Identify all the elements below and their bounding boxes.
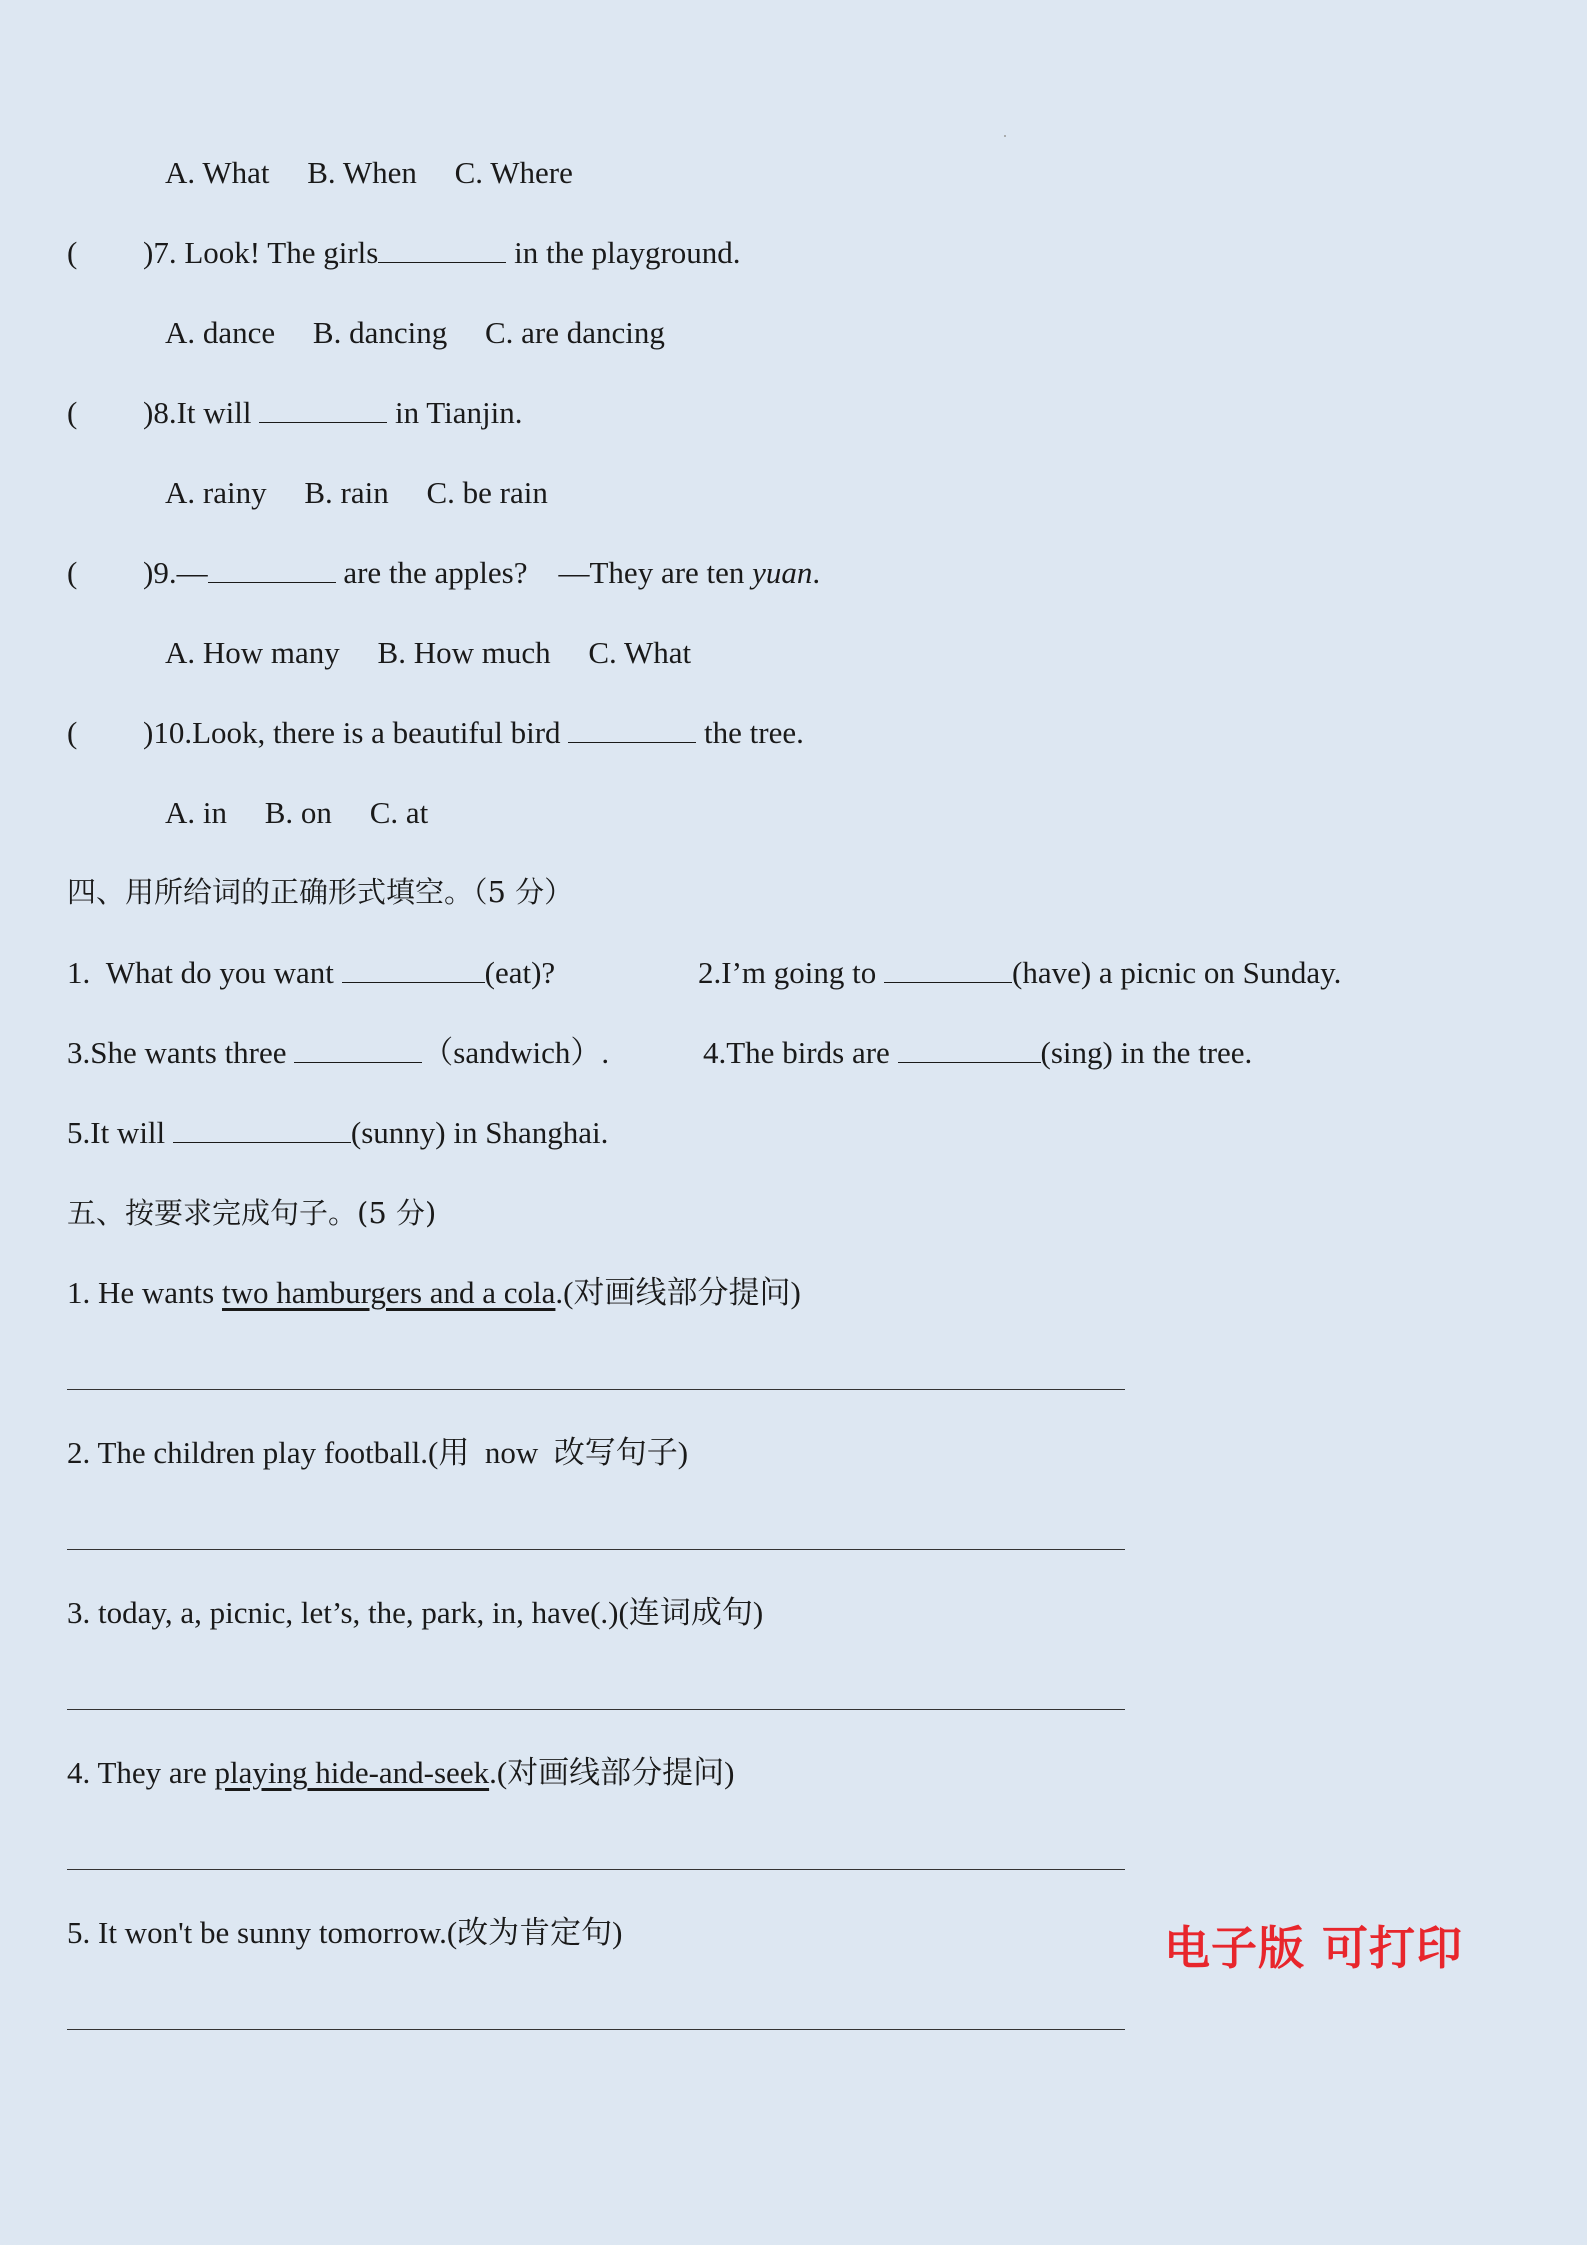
- option-a: A. What: [165, 155, 270, 190]
- q6-options-row: [0, 148, 1587, 198]
- sentence-1-underlined: two hamburgers and a cola: [221, 1275, 556, 1310]
- section4-row-3: [0, 1108, 1587, 1158]
- q10-blank: [568, 710, 696, 743]
- fill-item-4-post: (sing) in the tree.: [1040, 1035, 1253, 1070]
- q10-pre: )10.Look, there is a beautiful bird: [143, 715, 569, 750]
- option-a: A. rainy: [165, 475, 267, 510]
- q8-blank: [259, 390, 387, 423]
- sentence-3-text: 3. today, a, picnic, let’s, the, park, in, have(.)(连词成句): [67, 1595, 764, 1630]
- option-c: C. be rain: [426, 475, 548, 510]
- q7-options-row: [0, 308, 1587, 358]
- fill-item-3-blank: [294, 1030, 422, 1063]
- q7-text: [143, 228, 741, 278]
- fill-item-3-pre: 3.She wants three: [67, 1035, 295, 1070]
- sentence-5-text: 5. It won't be sunny tomorrow.(改为肯定句): [67, 1915, 623, 1950]
- option-a: A. How many: [165, 635, 340, 670]
- printable-stamp: 电子版 可打印: [1164, 1921, 1464, 1975]
- option-a: A. in: [165, 795, 227, 830]
- section4-heading: 四、用所给词的正确形式填空。（5 分）: [67, 875, 574, 909]
- q8-row: [0, 388, 1587, 438]
- q9-paren: (: [67, 555, 78, 590]
- q10-row: [0, 708, 1587, 758]
- answer-line-2: [67, 1549, 1125, 1550]
- speck-mark: [1004, 135, 1006, 137]
- answer-line-1: [67, 1389, 1125, 1390]
- fill-item-2-post: (have) a picnic on Sunday.: [1012, 955, 1342, 990]
- option-b: B. How much: [377, 635, 551, 670]
- q10-options-row: [0, 788, 1587, 838]
- fill-item-5-post: (sunny) in Shanghai.: [350, 1115, 609, 1150]
- sentence-1-pre: 1. He wants: [67, 1275, 222, 1310]
- fill-item-5: [67, 1108, 608, 1158]
- fill-item-1: [67, 948, 555, 998]
- sentence-item-4: [0, 1748, 1587, 1798]
- section4-heading-row: [0, 867, 1587, 917]
- fill-item-1-pre: 1. What do you want: [67, 955, 342, 990]
- answer-line-3: [67, 1709, 1125, 1710]
- fill-item-1-blank: [342, 950, 485, 983]
- sentence-2-text: 2. The children play football.(用 now 改写句子): [67, 1435, 689, 1470]
- section4-row-1: [0, 948, 1587, 998]
- option-b: B. dancing: [312, 315, 448, 350]
- q9-blank: [208, 550, 336, 583]
- q7-pre: )7. Look! The girls: [143, 235, 379, 270]
- option-b: B. on: [264, 795, 332, 830]
- option-c: C. Where: [454, 155, 573, 190]
- q9-options-row: [0, 628, 1587, 678]
- option-c: C. What: [588, 635, 692, 670]
- option-b: B. When: [307, 155, 417, 190]
- fill-item-3-post: （sandwich）.: [422, 1035, 610, 1070]
- section4-row-2: [0, 1028, 1587, 1078]
- fill-item-2-pre: 2.I’m going to: [698, 955, 884, 990]
- q7-paren: (: [67, 235, 78, 270]
- sentence-4-pre: 4. They are: [67, 1755, 215, 1790]
- q8-options-row: [0, 468, 1587, 518]
- sentence-4-post: .(对画线部分提问): [489, 1755, 735, 1790]
- sentence-item-1: [0, 1268, 1587, 1318]
- q10-paren: (: [67, 715, 78, 750]
- q6-options: [165, 148, 603, 198]
- q7-row: [0, 228, 1587, 278]
- q9-mid: are the apples? —They are ten: [335, 555, 753, 590]
- q8-options: [165, 468, 578, 518]
- fill-item-2: [698, 948, 1341, 998]
- q8-paren: (: [67, 395, 78, 430]
- q9-post: .: [812, 555, 821, 590]
- q9-options: [165, 628, 721, 678]
- sentence-1-text: [67, 1268, 801, 1318]
- q9-pre: )9.—: [143, 555, 208, 590]
- option-b: B. rain: [304, 475, 389, 510]
- sentence-item-3: [0, 1588, 1587, 1638]
- answer-line-4: [67, 1869, 1125, 1870]
- fill-item-3: [67, 1028, 609, 1078]
- q9-text: [143, 548, 820, 598]
- fill-item-1-post: (eat)?: [484, 955, 556, 990]
- sentence-1-post: .(对画线部分提问): [555, 1275, 801, 1310]
- section5-heading-row: [0, 1188, 1587, 1238]
- option-c: C. are dancing: [484, 315, 665, 350]
- q10-options: [165, 788, 458, 838]
- option-c: C. at: [369, 795, 429, 830]
- answer-line-5: [67, 2029, 1125, 2030]
- q7-blank: [378, 230, 506, 263]
- fill-item-5-blank: [173, 1110, 351, 1143]
- fill-item-4: [703, 1028, 1252, 1078]
- sentence-4-text: [67, 1748, 735, 1798]
- fill-item-4-blank: [898, 1030, 1041, 1063]
- fill-item-4-pre: 4.The birds are: [703, 1035, 898, 1070]
- sentence-item-2: [0, 1428, 1587, 1478]
- sentence-4-underlined: playing hide-and-seek: [214, 1755, 490, 1790]
- section5-heading: 五、按要求完成句子。(5 分): [67, 1196, 437, 1230]
- q9-row: [0, 548, 1587, 598]
- q10-text: [143, 708, 804, 758]
- q7-post: in the playground.: [506, 235, 741, 270]
- q9-italic: yuan: [752, 555, 813, 590]
- fill-item-5-pre: 5.It will: [67, 1115, 173, 1150]
- q10-post: the tree.: [696, 715, 804, 750]
- q7-options: [165, 308, 695, 358]
- q8-pre: )8.It will: [143, 395, 260, 430]
- option-a: A. dance: [165, 315, 276, 350]
- q8-text: [143, 388, 523, 438]
- fill-item-2-blank: [884, 950, 1012, 983]
- q8-post: in Tianjin.: [387, 395, 523, 430]
